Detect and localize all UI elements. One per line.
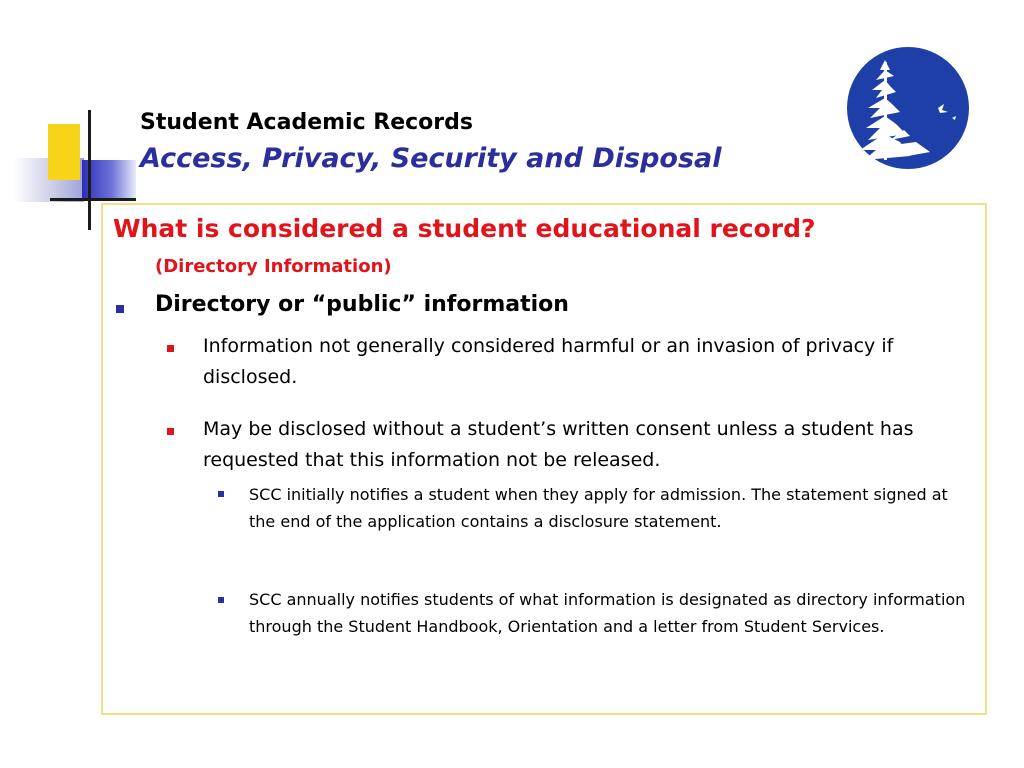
decor-horizontal-line <box>50 198 136 201</box>
question-heading: What is considered a student educational record? <box>113 214 816 243</box>
slide-subtitle: Access, Privacy, Security and Disposal <box>140 143 722 174</box>
bullet-level2: Information not generally considered harmful or an invasion of privacy if disclosed. <box>203 335 894 388</box>
square-bullet-icon <box>218 491 224 497</box>
question-subheading: (Directory Information) <box>155 256 392 277</box>
tree-logo-icon <box>846 46 970 170</box>
square-bullet-icon <box>167 428 174 435</box>
slide-title: Student Academic Records <box>140 110 473 135</box>
square-bullet-icon <box>116 305 124 313</box>
bullet-level2: May be disclosed without a student’s written consent unless a student has requested that this information not be released. <box>203 418 914 471</box>
square-bullet-icon <box>218 597 224 603</box>
bullet-level3: SCC annually notifies students of what information is designated as directory information through the Student Handbook, Orientation and a letter from Student Services. <box>249 590 966 636</box>
bullet-level1: Directory or “public” information <box>155 292 569 317</box>
bullet-level3: SCC initially notifies a student when they apply for admission. The statement signed at the end of the application contains a disclosure statement. <box>249 485 948 531</box>
square-bullet-icon <box>167 345 174 352</box>
decor-vertical-line <box>88 110 91 230</box>
decor-yellow-square <box>48 124 80 180</box>
